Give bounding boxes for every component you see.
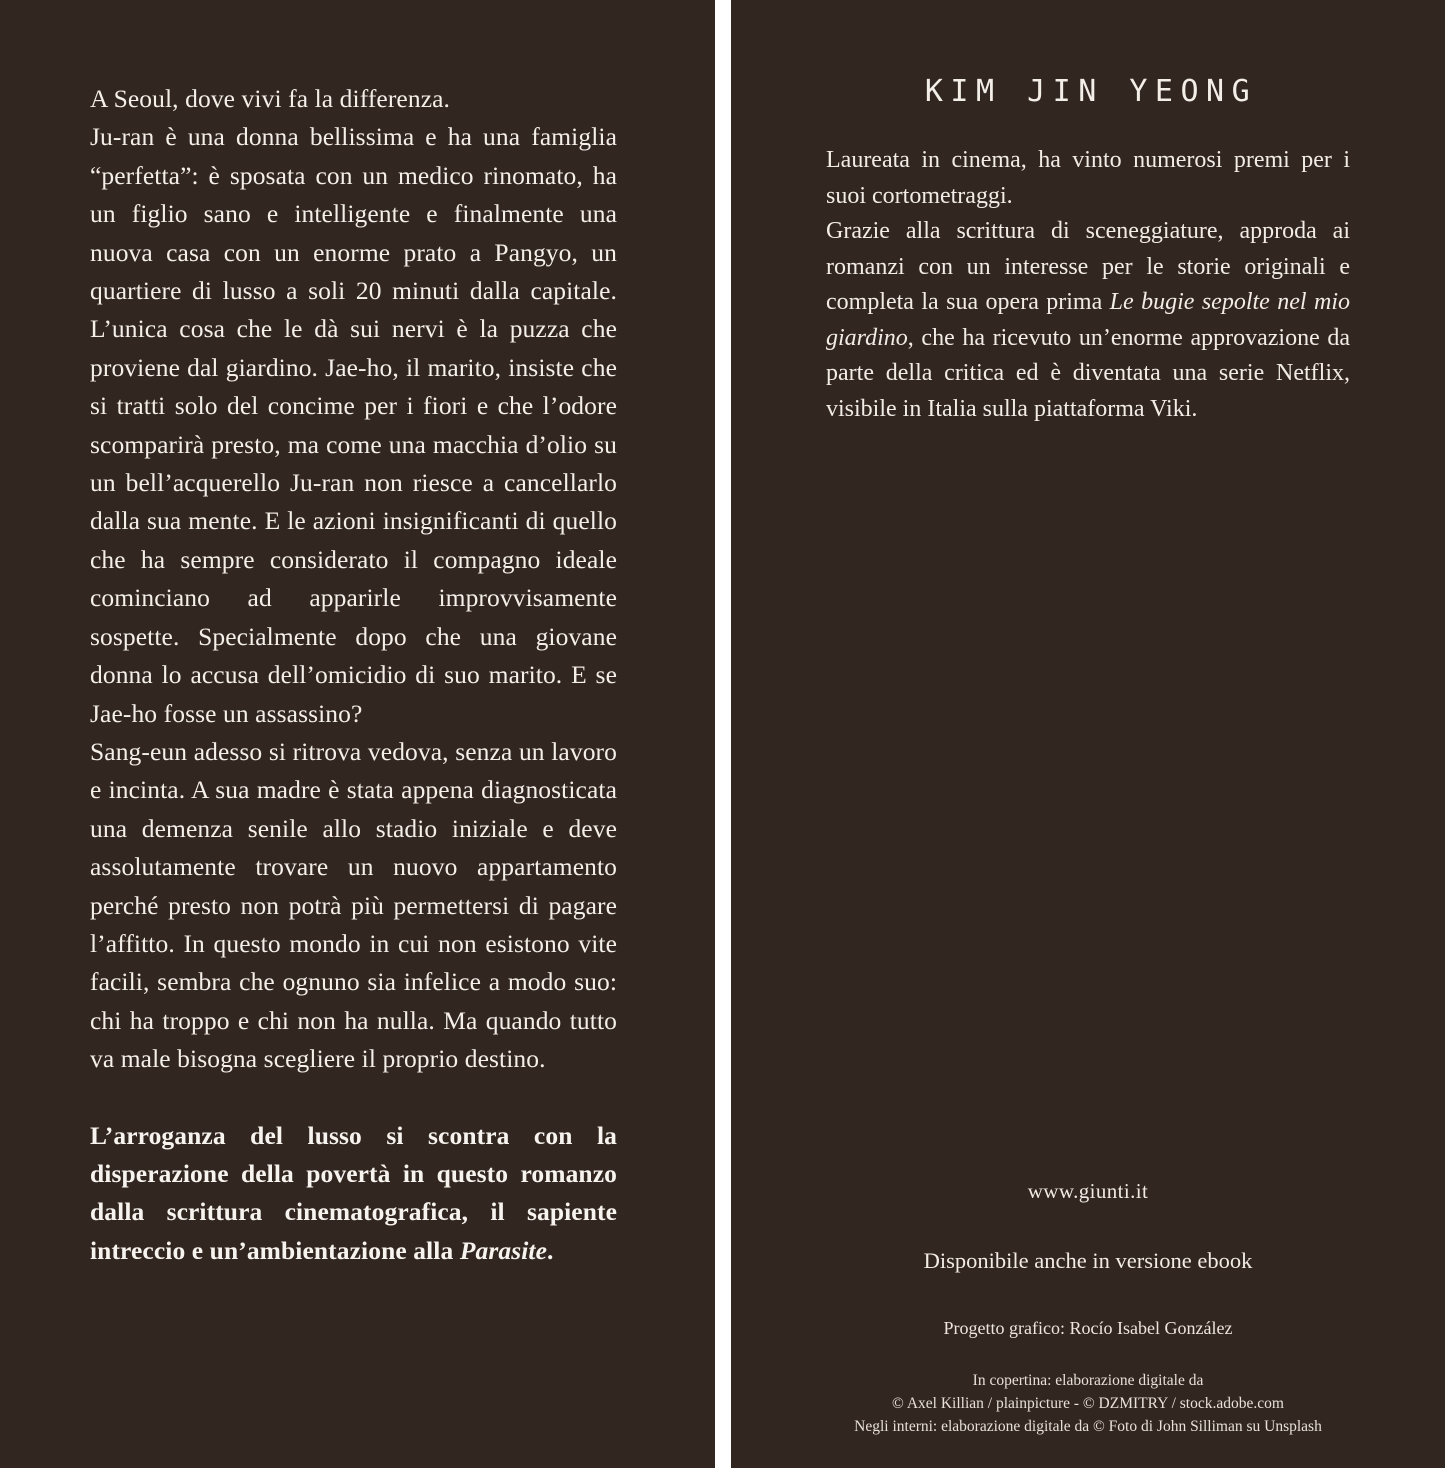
- author-name: KIM JIN YEONG: [924, 74, 1258, 109]
- publisher-website[interactable]: www.giunti.it: [1027, 1179, 1149, 1203]
- cover-credit-line-1: In copertina: elaborazione digitale da: [972, 1372, 1204, 1389]
- cover-credit-line-3: Negli interni: elaborazione digitale da © Foto di John Silliman su Unsplash: [854, 1418, 1322, 1435]
- highlight-text-pre: L’arroganza del lusso si scontra con la disperazione della povertà in questo romanzo dalla scrittura cinematografica, il sapiente intreccio e un’ambientazione alla: [90, 1120, 617, 1265]
- cover-credits: [826, 1369, 1350, 1438]
- blurb-paragraph-2: Ju-ran è una donna bellissima e ha una famiglia “perfetta”: è sposata con un medico rinomato, ha un figlio sano e intelligente e finalmente una nuova casa con un enorme prato a Pangyo, un quartiere di lusso a soli 20 minuti dalla capitale. L’unica cosa che le dà sui nervi è la puzza che proviene dal giardino. Jae-ho, il marito, insiste che si tratti solo del concime per i fiori e che l’odore scomparirà presto, ma come una macchia d’olio su un bell’acquerello Ju-ran non riesce a cancellarlo dalla sua mente. E le azioni insignificanti di quello che ha sempre considerato il compagno ideale cominciano ad apparirle improvvisamente sospette. Specialmente dopo che una giovane donna lo accusa dell’omicidio di suo marito. E se Jae-ho fosse un assassino?: [90, 122, 617, 728]
- colophon-block: [826, 1179, 1350, 1438]
- blurb-paragraph-3: Sang-eun adesso si ritrova vedova, senza un lavoro e incinta. A sua madre è stata appena diagnosticata una demenza senile allo stadio iniziale e deve assolutamente trovare un nuovo appartamento perché presto non potrà più permettersi di pagare l’affitto. In questo mondo in cui non esistono vite facili, sembra che ognuno sia infelice a modo suo: chi ha troppo e chi non ha nulla. Ma quando tutto va male bisogna scegliere il proprio destino.: [90, 736, 617, 1074]
- cover-credit-line-2: © Axel Killian / plainpicture - © DZMITRY / stock.adobe.com: [892, 1395, 1284, 1412]
- bio-text-pre: Grazie alla scrittura di sceneggiature, approda ai romanzi con un interesse per le storie originali e completa la sua opera prima: [826, 218, 1350, 315]
- highlight-text-post: .: [547, 1235, 554, 1265]
- author-bio-block: [826, 143, 1350, 427]
- ebook-availability-note: Disponibile anche in versione ebook: [923, 1248, 1253, 1273]
- bio-paragraph-2: [826, 214, 1350, 427]
- blurb-text-block: [90, 80, 617, 1270]
- author-flap-panel: [731, 0, 1445, 1468]
- bio-book-title-italic: Le bugie sepolte nel mio giardino: [826, 289, 1350, 351]
- highlight-title-italic: Parasite: [459, 1235, 548, 1265]
- design-credit: Progetto grafico: Rocío Isabel González: [943, 1318, 1233, 1338]
- back-cover-panel: [0, 0, 715, 1468]
- blurb-paragraph-1: A Seoul, dove vivi fa la differenza.: [90, 84, 451, 113]
- blurb-highlight: [90, 1117, 617, 1271]
- spread-gutter: [715, 0, 731, 1468]
- bio-text-post: , che ha ricevuto un’enorme approvazione da parte della critica ed è diventata una serie Netflix, visibile in Italia sulla piattaforma Viki.: [826, 324, 1350, 422]
- bio-paragraph-1: Laureata in cinema, ha vinto numerosi premi per i suoi cortometraggi.: [826, 147, 1350, 209]
